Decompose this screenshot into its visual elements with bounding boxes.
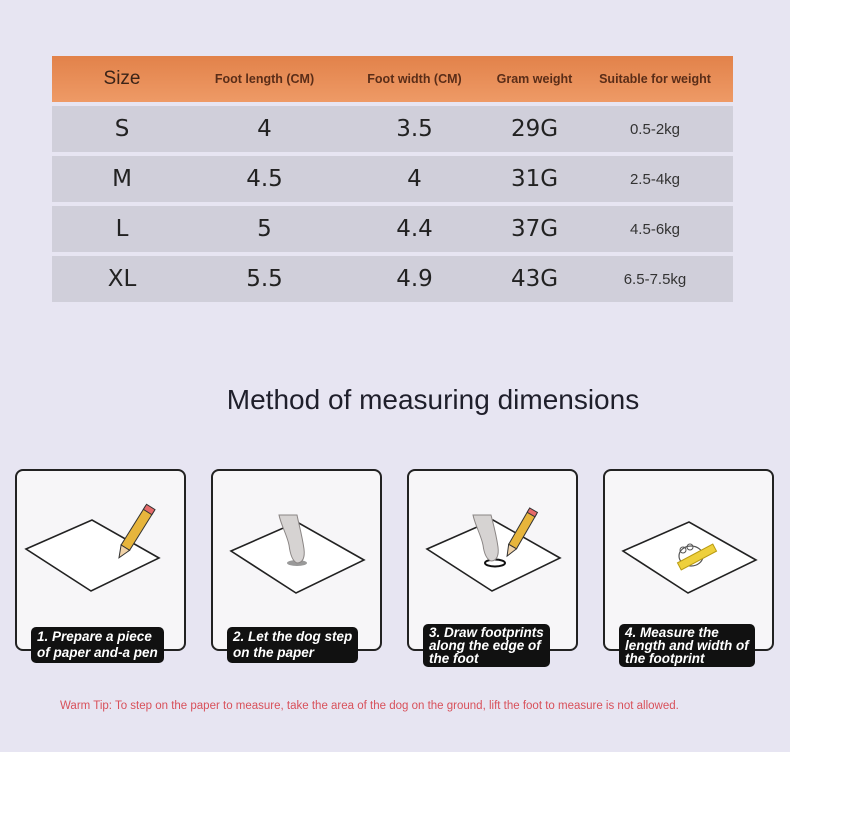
cell-gram-weight: 29G: [510, 116, 559, 142]
header-foot-width: Foot width (CM): [367, 72, 462, 86]
cell-gram-weight: 37G: [510, 216, 559, 242]
cell-foot-length: 4: [257, 116, 272, 142]
table-row: [52, 106, 733, 152]
draw-outline-icon: [409, 471, 576, 649]
table-row: [52, 156, 733, 202]
cell-suitable-weight: 6.5-7.5kg: [623, 270, 687, 288]
step-caption: 3. Draw footprints along the edge of the foot: [423, 624, 550, 667]
cell-foot-width: 4.9: [396, 266, 433, 292]
ruler-icon: [605, 471, 772, 649]
header-gram-weight: Gram weight: [496, 72, 573, 86]
step-caption: 2. Let the dog step on the paper: [227, 627, 358, 663]
method-title: Method of measuring dimensions: [226, 384, 640, 415]
step-card-4: [603, 469, 774, 666]
cell-suitable-weight: 0.5-2kg: [629, 120, 681, 138]
cell-size: XL: [107, 266, 137, 292]
table-header: [52, 56, 733, 102]
cell-gram-weight: 43G: [510, 266, 559, 292]
cell-size: S: [114, 116, 130, 142]
cell-foot-width: 3.5: [396, 116, 433, 142]
step-caption: 4. Measure the length and width of the footprint: [619, 624, 755, 667]
header-size: Size: [103, 68, 141, 89]
dog-paw-icon: [213, 471, 380, 649]
cell-foot-width: 4: [407, 166, 422, 192]
header-suitable-weight: Suitable for weight: [599, 72, 711, 86]
table-row: [52, 206, 733, 252]
warm-tip: Warm Tip: To step on the paper to measure, take the area of the dog on the ground, lift the foot to measure is not allowed.: [60, 700, 679, 712]
cell-suitable-weight: 4.5-6kg: [629, 220, 681, 238]
cell-suitable-weight: 2.5-4kg: [629, 170, 681, 188]
cell-size: M: [112, 166, 132, 192]
step-caption: 1. Prepare a piece of paper and-a pen: [31, 627, 164, 663]
cell-foot-width: 4.4: [396, 216, 433, 242]
size-table: [52, 56, 733, 302]
table-row: [52, 256, 733, 302]
header-foot-length: Foot length (CM): [214, 72, 315, 86]
cell-gram-weight: 31G: [510, 166, 559, 192]
cell-foot-length: 5: [257, 216, 272, 242]
step-card-1: [15, 469, 186, 660]
cell-size: L: [115, 216, 129, 242]
cell-foot-length: 5.5: [246, 266, 283, 292]
step-card-2: [211, 469, 382, 660]
cell-foot-length: 4.5: [246, 166, 283, 192]
paper-pen-icon: [17, 471, 184, 649]
step-card-3: [407, 469, 578, 666]
